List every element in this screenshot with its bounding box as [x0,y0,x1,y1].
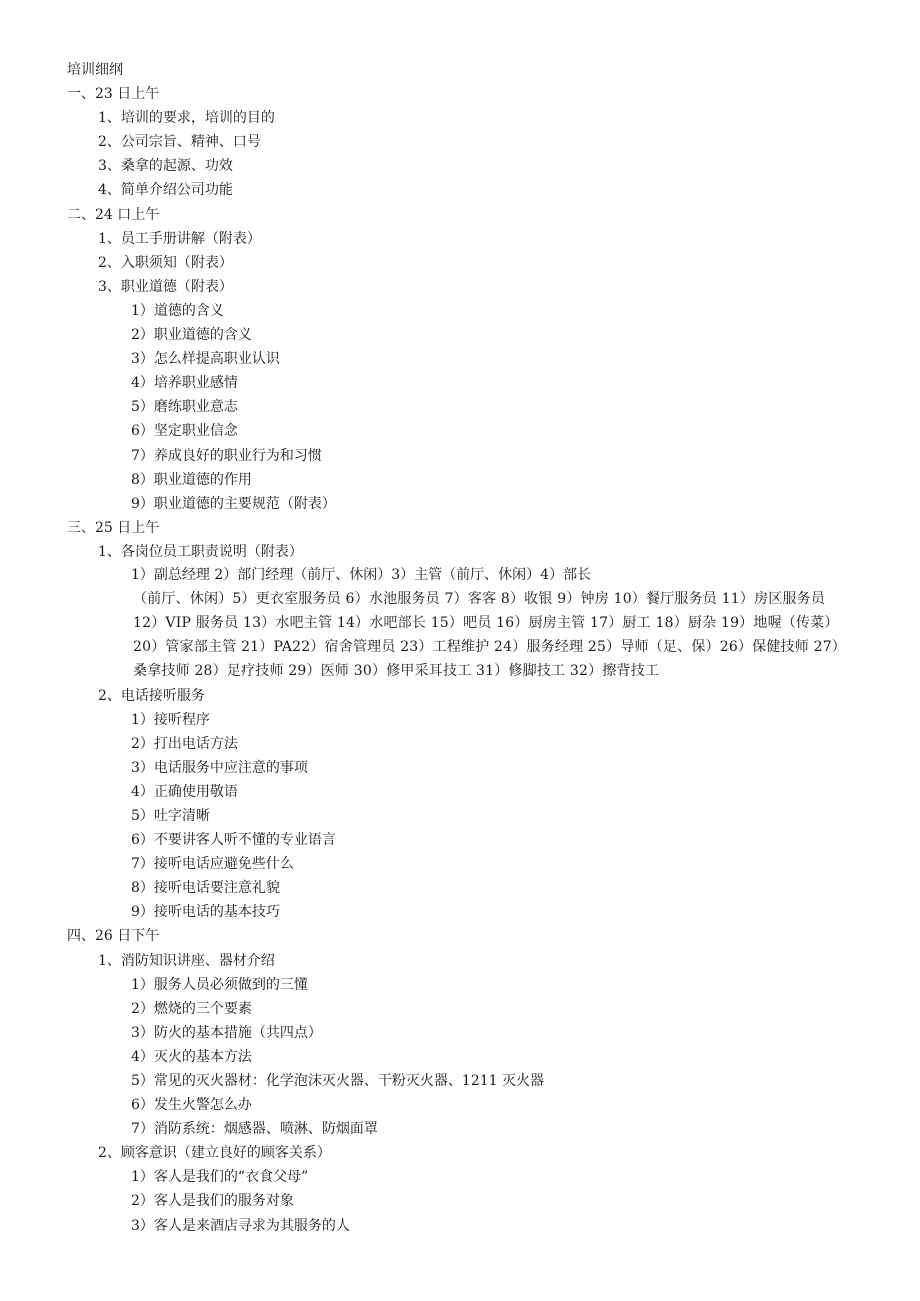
positions-first-line: 1）副总经理 2）部门经理（前厅、休闲）3）主管（前厅、休闲）4）部长 [131,566,592,583]
sub-list-item: 7）消防系统：烟感器、喷淋、防烟面罩 [131,1121,378,1138]
sub-list-item: 3）怎么样提高职业认识 [131,351,280,368]
sub-list-item: 4）培养职业感情 [131,375,238,392]
sub-list-item: 7）接听电话应避免些什么 [131,856,294,873]
sub-list-item: 8）职业道德的作用 [131,471,252,488]
list-item: 2、顾客意识（建立良好的顾客关系） [98,1145,331,1162]
sub-list-item: 2）客人是我们的服务对象 [131,1193,294,1210]
list-item: 1、消防知识讲座、器材介绍 [98,952,275,969]
list-item: 2、电话接听服务 [98,687,205,704]
section-heading: 二、24 口上午 [67,206,160,223]
sub-list-item: 6）不要讲客人听不懂的专业语言 [131,832,336,849]
section-heading: 一、23 日上午 [67,86,160,103]
sub-list-item: 1）客人是我们的“衣食父母” [131,1169,309,1186]
sub-list-item: 6）发生火警怎么办 [131,1097,252,1114]
positions-paragraph [131,564,853,684]
document-body [0,58,920,1238]
section-heading: 四、26 日下午 [67,928,160,945]
sub-list-item: 4）灭火的基本方法 [131,1048,252,1065]
list-item: 1、各岗位员工职责说明（附表） [98,543,303,560]
sub-list-item: 3）电话服务中应注意的事项 [131,759,308,776]
sub-list-item: 1）道德的含义 [131,302,224,319]
list-item: 3、桑拿的起源、功效 [98,158,233,175]
list-item: 1、员工手册讲解（附表） [98,230,261,247]
sub-list-item: 5）常见的灭火器材：化学泡沫灭火器、干粉灭火器、1211 灭火器 [131,1073,544,1089]
sub-list-item: 2）打出电话方法 [131,735,238,752]
positions-continuation: （前厅、休闲）5）更衣室服务员 6）水池服务员 7）客客 8）收银 9）钟房 10）餐厅服务员 11）房区服务员 12）VIP 服务员 13）水吧主管 14）水吧部长 15）吧员 16）厨房主管 17）厨工 18）厨杂 19）地喔（传菜）20）管家部主管 21）PA22）宿舍管理员 23）工程维护 24）服务经理 25）导师（足、保）26）保健技师 27）桑拿技师 28）足疗技师 29）医师 30）修甲采耳技工 31）修脚技工 32）擦背技工 [133,590,847,679]
sub-list-item: 6）坚定职业信念 [131,423,238,440]
sub-list-item: 9）接听电话的基本技巧 [131,904,280,921]
sub-list-item: 1）接听程序 [131,711,210,728]
list-item: 4、简单介绍公司功能 [98,182,233,199]
list-item: 1、培训的要求，培训的目的 [98,110,275,127]
section-heading: 三、25 日上午 [67,519,160,536]
sub-list-item: 2）职业道德的含义 [131,327,252,344]
sub-list-item: 9）职业道德的主要规范（附表） [131,495,336,512]
sub-list-item: 5）磨练职业意志 [131,399,238,416]
list-item: 2、公司宗旨、精神、口号 [98,134,261,151]
sub-list-item: 3）防火的基本措施（共四点） [131,1024,322,1041]
sub-list-item: 4）正确使用敬语 [131,783,238,800]
sub-list-item: 5）吐字清晰 [131,807,210,824]
sub-list-item: 3）客人是来酒店寻求为其服务的人 [131,1217,350,1234]
sub-list-item: 7）养成良好的职业行为和习惯 [131,447,322,464]
list-item: 2、入职须知（附表） [98,254,233,271]
sub-list-item: 2）燃烧的三个要素 [131,1000,252,1017]
sub-list-item: 1）服务人员必须做到的三懂 [131,976,308,993]
document-title: 培训细纲 [67,62,123,78]
list-item: 3、职业道德（附表） [98,278,233,295]
sub-list-item: 8）接听电话要注意礼貌 [131,880,280,897]
